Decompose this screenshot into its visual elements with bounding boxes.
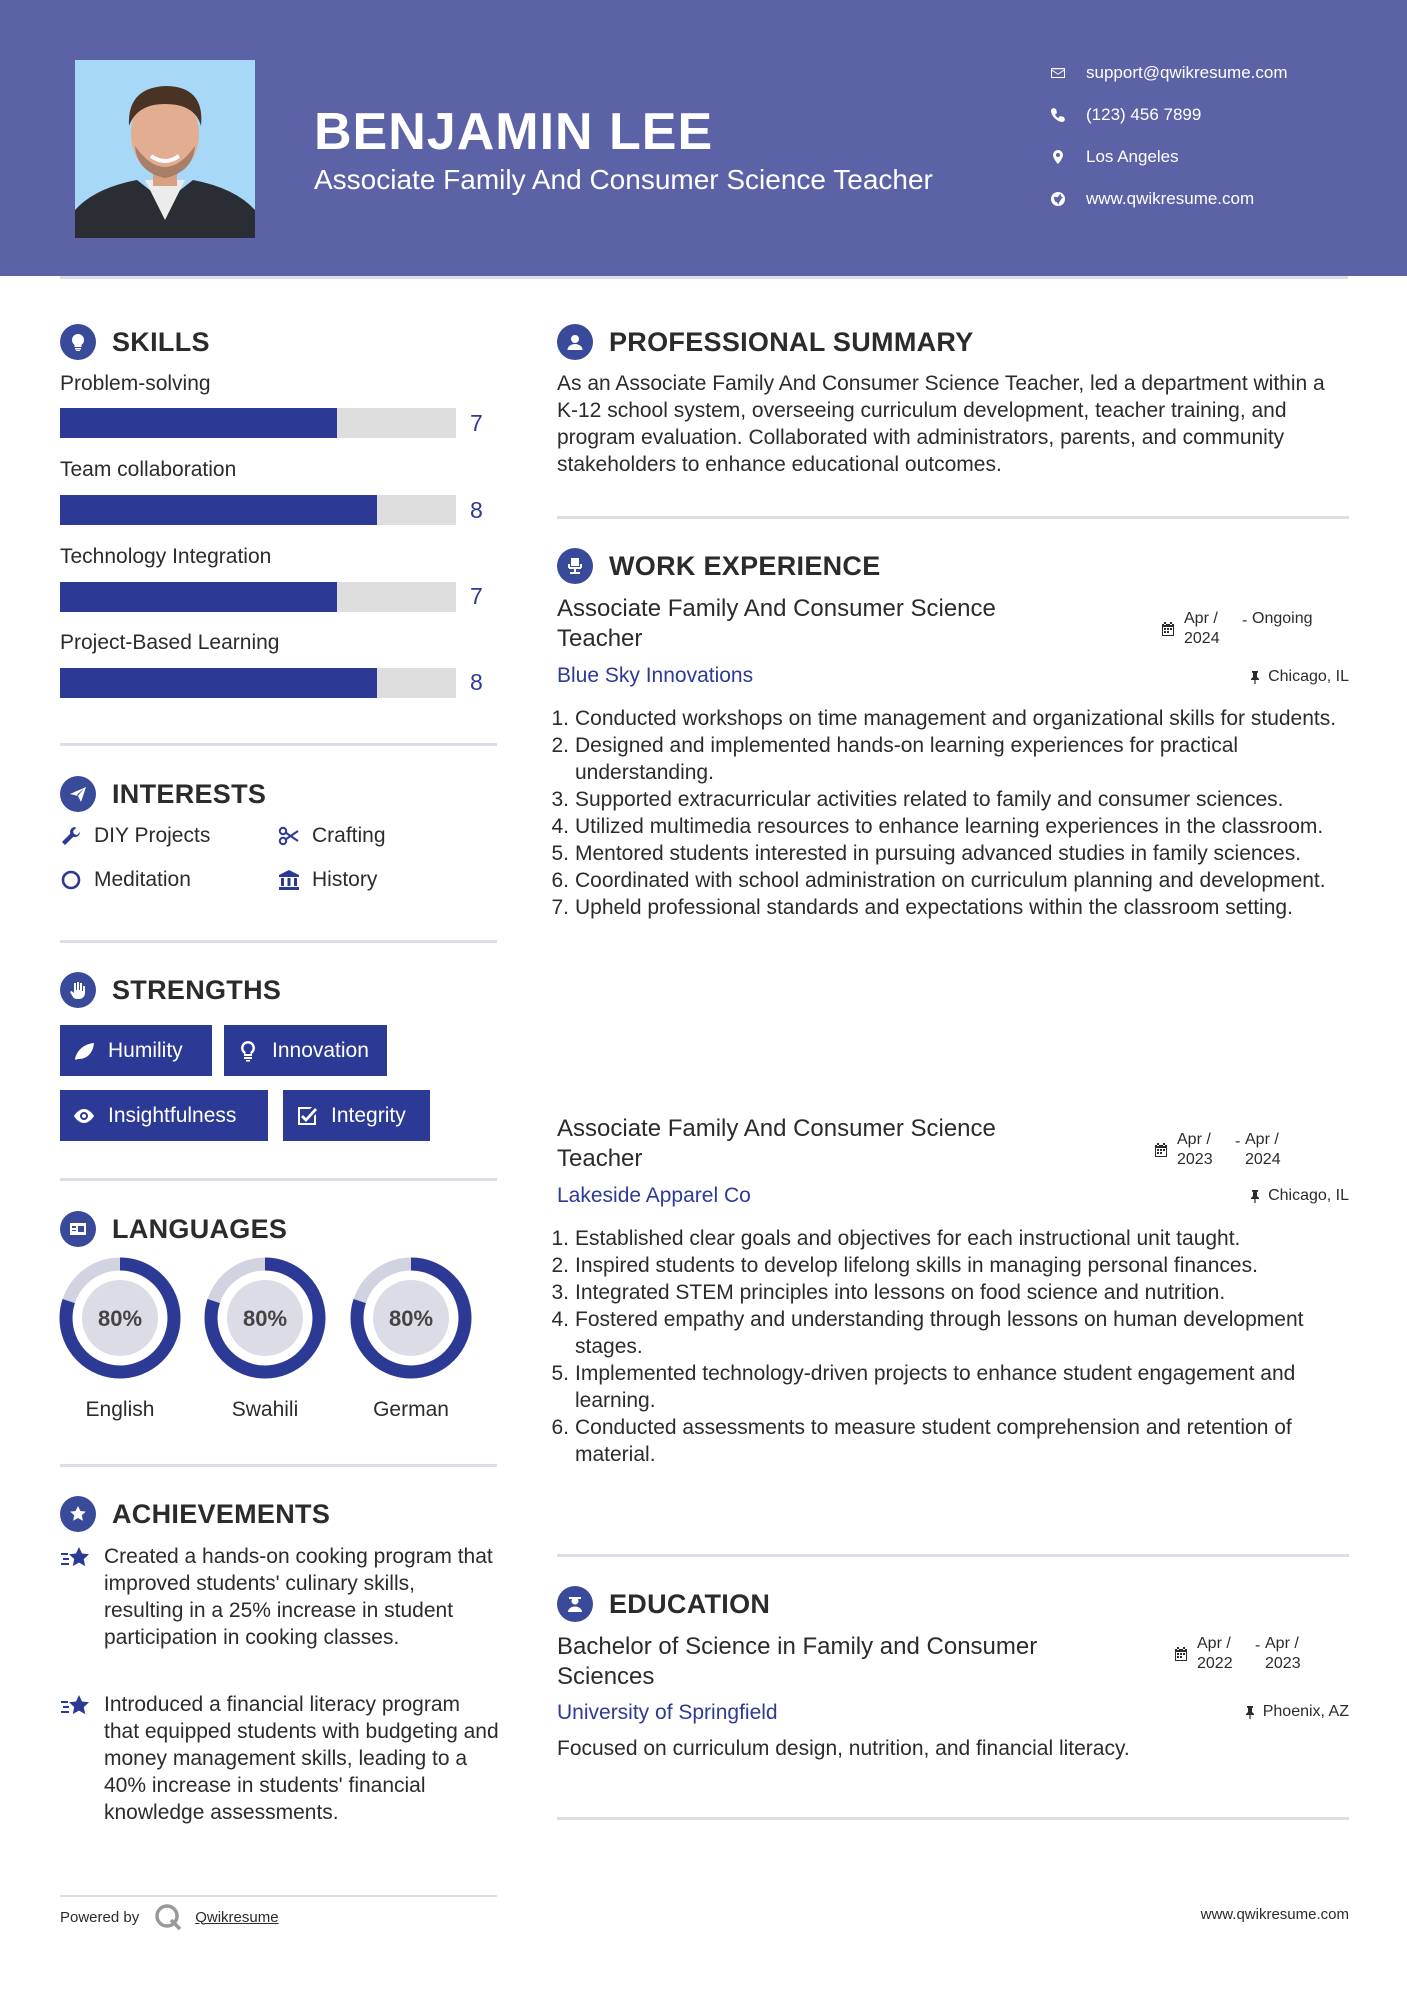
language-progress-ring xyxy=(59,1257,181,1379)
strength-label: Innovation xyxy=(272,1038,369,1062)
job-duty: 5. Mentored students interested in pursuing advanced studies in family sciences. xyxy=(551,842,1302,865)
office-chair-icon xyxy=(557,548,593,584)
job-duty: 2. Inspired students to develop lifelong skills in managing personal finances. xyxy=(551,1254,1258,1277)
strength-tag xyxy=(60,1090,268,1141)
contact-phone-text: (123) 456 7899 xyxy=(1086,105,1202,124)
strengths-heading xyxy=(60,972,281,1008)
skill-bar-fill xyxy=(60,668,377,698)
job-duties xyxy=(551,1225,1347,1468)
job-duty: 6. Conducted assessments to measure student comprehension and retention of material. xyxy=(551,1416,1292,1466)
candidate-title: Associate Family And Consumer Science Teacher xyxy=(314,164,933,195)
strength-label: Integrity xyxy=(331,1103,406,1127)
achievements-heading-text: ACHIEVEMENTS xyxy=(112,1498,331,1529)
candidate-name: BENJAMIN LEE xyxy=(314,103,714,161)
job-location-text: Chicago, IL xyxy=(1268,668,1349,685)
contact-email[interactable] xyxy=(1050,52,1288,94)
job-duty: 3. Supported extracurricular activities related to family and consumer sciences. xyxy=(551,788,1284,811)
skill-bar-fill xyxy=(60,408,337,438)
achievements-heading xyxy=(60,1496,330,1532)
skills-heading xyxy=(60,324,210,360)
powered-by-text: Powered by xyxy=(60,1908,140,1926)
strength-label: Insightfulness xyxy=(108,1103,237,1127)
interest-label: Crafting xyxy=(312,824,386,847)
education-end-date: Apr / 2023 xyxy=(1265,1635,1301,1672)
footer-website[interactable]: www.qwikresume.com xyxy=(1200,1906,1349,1923)
date-separator: - xyxy=(1242,612,1248,629)
interest-item xyxy=(60,868,191,892)
job-duties xyxy=(551,705,1347,921)
museum-icon xyxy=(278,869,300,891)
header-divider xyxy=(60,276,1348,279)
job-start-date: Apr / 2024 xyxy=(1184,610,1220,647)
language-name: German xyxy=(373,1398,449,1421)
wrench-icon xyxy=(60,825,82,847)
skill-bar xyxy=(60,668,456,698)
language-percent: 80% xyxy=(97,1306,143,1331)
star-badge-icon xyxy=(60,1496,96,1532)
contact-website-text: www.qwikresume.com xyxy=(1086,189,1255,208)
job-location xyxy=(1248,1187,1349,1205)
skill-level: 7 xyxy=(470,583,483,609)
contact-location xyxy=(1050,136,1288,178)
interest-label: History xyxy=(312,868,378,891)
date-separator: - xyxy=(1235,1133,1241,1150)
section-divider xyxy=(557,1554,1349,1557)
job-duty: 4. Utilized multimedia resources to enhance learning experiences in the classroom. xyxy=(551,815,1324,838)
skill-bar xyxy=(60,582,456,612)
language-percent: 80% xyxy=(242,1306,288,1331)
section-divider xyxy=(557,516,1349,519)
achievement-item xyxy=(60,1691,500,1826)
strength-tag xyxy=(60,1025,212,1076)
circle-icon xyxy=(60,869,82,891)
summary-text: As an Associate Family And Consumer Science Teacher, led a department within a K-12 school system, overseeing curriculum development, teacher training, and program evaluation. Collaborated with administrators, parents, and community stakeholders to enhance educational outcomes. xyxy=(557,372,1325,476)
job-title: Associate Family And Consumer Science Teacher xyxy=(557,1115,996,1172)
interest-label: Meditation xyxy=(94,868,191,891)
job-end-date: Apr / 2024 xyxy=(1245,1131,1281,1168)
qwikresume-logo-icon xyxy=(153,1902,187,1932)
job-end-date: Ongoing xyxy=(1252,610,1313,627)
education-heading-text: EDUCATION xyxy=(609,1588,771,1619)
section-divider xyxy=(557,1817,1349,1820)
language-percent: 80% xyxy=(388,1306,434,1331)
lightbulb-icon xyxy=(236,1039,260,1063)
language-progress-ring xyxy=(204,1257,326,1379)
job-duty: 7. Upheld professional standards and expectations within the classroom setting. xyxy=(551,896,1293,919)
shooting-star-icon xyxy=(60,1693,92,1721)
strength-tag xyxy=(283,1090,430,1141)
envelope-icon xyxy=(1050,65,1086,81)
contact-website[interactable] xyxy=(1050,178,1288,220)
language-item xyxy=(59,1257,181,1422)
lightbulb-icon xyxy=(60,324,96,360)
section-divider xyxy=(60,1178,497,1181)
education-start-date: Apr / 2022 xyxy=(1197,1635,1233,1672)
user-icon xyxy=(557,324,593,360)
paper-plane-icon xyxy=(60,776,96,812)
resume-header xyxy=(0,0,1407,276)
date-separator: - xyxy=(1255,1637,1261,1654)
language-item xyxy=(204,1257,326,1422)
section-divider xyxy=(60,743,497,746)
phone-icon xyxy=(1050,107,1086,123)
job-dates xyxy=(1153,1130,1303,1170)
eye-icon xyxy=(72,1104,96,1128)
skill-bar xyxy=(60,495,456,525)
education-dates xyxy=(1173,1634,1323,1674)
school-name: University of Springfield xyxy=(557,1701,778,1724)
education-location xyxy=(1243,1703,1349,1721)
check-square-icon xyxy=(295,1104,319,1128)
language-name: Swahili xyxy=(231,1398,299,1421)
education-description: Focused on curriculum design, nutrition, and financial literacy. xyxy=(557,1737,1130,1760)
job-duty: 2. Designed and implemented hands-on learning experiences for practical understanding. xyxy=(551,734,1239,784)
job-duty: 3. Integrated STEM principles into lessons on food science and nutrition. xyxy=(551,1281,1226,1304)
skill-label: Team collaboration xyxy=(60,458,237,481)
contact-location-text: Los Angeles xyxy=(1086,147,1179,166)
shooting-star-icon xyxy=(60,1545,92,1573)
contact-email-text: support@qwikresume.com xyxy=(1086,63,1288,82)
skill-bar-fill xyxy=(60,582,337,612)
strength-tag xyxy=(224,1025,387,1076)
section-divider xyxy=(60,940,497,943)
interest-label: DIY Projects xyxy=(94,824,211,847)
powered-by xyxy=(60,1902,279,1932)
skill-label: Problem-solving xyxy=(60,372,211,395)
contact-list xyxy=(1050,52,1288,220)
job-duty: 5. Implemented technology-driven projects to enhance student engagement and learning. xyxy=(551,1362,1296,1412)
pushpin-icon xyxy=(1243,1705,1257,1719)
skill-level: 8 xyxy=(470,669,483,695)
pushpin-icon xyxy=(1248,670,1262,684)
experience-heading xyxy=(557,548,881,584)
scissors-icon xyxy=(278,825,300,847)
job-duty: 1. Conducted workshops on time management and organizational skills for students. xyxy=(551,707,1337,730)
raised-hand-icon xyxy=(60,972,96,1008)
language-progress-ring xyxy=(350,1257,472,1379)
leaf-icon xyxy=(72,1039,96,1063)
job-start-date: Apr / 2023 xyxy=(1177,1131,1213,1168)
job-location-text: Chicago, IL xyxy=(1268,1187,1349,1204)
skill-bar-fill xyxy=(60,495,377,525)
languages-heading xyxy=(60,1211,287,1247)
job-title: Associate Family And Consumer Science Teacher xyxy=(557,595,996,652)
company-name: Blue Sky Innovations xyxy=(557,664,754,687)
pushpin-icon xyxy=(1248,1189,1262,1203)
section-divider xyxy=(60,1895,497,1897)
language-name: English xyxy=(85,1398,155,1421)
experience-heading-text: WORK EXPERIENCE xyxy=(609,550,881,581)
education-heading xyxy=(557,1586,770,1622)
interest-item xyxy=(60,824,210,848)
strengths-heading-text: STRENGTHS xyxy=(112,974,282,1005)
section-divider xyxy=(60,1464,497,1467)
job-duty: 4. Fostered empathy and understanding through lessons on human development stages. xyxy=(551,1308,1304,1358)
company-name: Lakeside Apparel Co xyxy=(557,1184,751,1207)
interests-heading xyxy=(60,776,266,812)
strength-label: Humility xyxy=(108,1038,183,1062)
achievement-text: Created a hands-on cooking program that improved students' culinary skills, resulting in a 25% increase in student participation in cooking classes. xyxy=(104,1545,493,1649)
calendar-icon xyxy=(1160,621,1176,637)
profile-photo xyxy=(75,60,255,238)
interests-heading-text: INTERESTS xyxy=(112,778,267,809)
map-pin-icon xyxy=(1050,149,1086,165)
degree-title: Bachelor of Science in Family and Consumer Sciences xyxy=(557,1633,1038,1690)
interest-item xyxy=(278,824,386,848)
language-item xyxy=(350,1257,472,1422)
languages-heading-text: LANGUAGES xyxy=(112,1213,288,1244)
job-duty: 6. Coordinated with school administration on curriculum planning and development. xyxy=(551,869,1326,892)
summary-heading xyxy=(557,324,974,360)
skill-label: Project-Based Learning xyxy=(60,631,280,654)
job-duty: 1. Established clear goals and objectives for each instructional unit taught. xyxy=(551,1227,1241,1250)
qwikresume-link[interactable]: Qwikresume xyxy=(195,1908,279,1926)
skills-heading-text: SKILLS xyxy=(112,326,210,357)
globe-icon xyxy=(1050,191,1086,207)
calendar-icon xyxy=(1153,1142,1169,1158)
summary-heading-text: PROFESSIONAL SUMMARY xyxy=(609,326,974,357)
education-location-text: Phoenix, AZ xyxy=(1262,1703,1349,1720)
contact-phone[interactable] xyxy=(1050,94,1288,136)
skill-level: 7 xyxy=(470,410,483,436)
job-location xyxy=(1248,668,1349,686)
id-card-icon xyxy=(60,1211,96,1247)
achievement-text: Introduced a financial literacy program that equipped students with budgeting and money management skills, leading to a 40% increase in students' financial knowledge assessments. xyxy=(104,1693,499,1824)
skill-level: 8 xyxy=(470,497,483,523)
job-dates xyxy=(1160,609,1313,649)
skill-bar xyxy=(60,408,456,438)
calendar-icon xyxy=(1173,1646,1189,1662)
interest-item xyxy=(278,868,377,892)
achievement-item xyxy=(60,1543,500,1651)
graduate-icon xyxy=(557,1586,593,1622)
skill-label: Technology Integration xyxy=(60,545,272,568)
